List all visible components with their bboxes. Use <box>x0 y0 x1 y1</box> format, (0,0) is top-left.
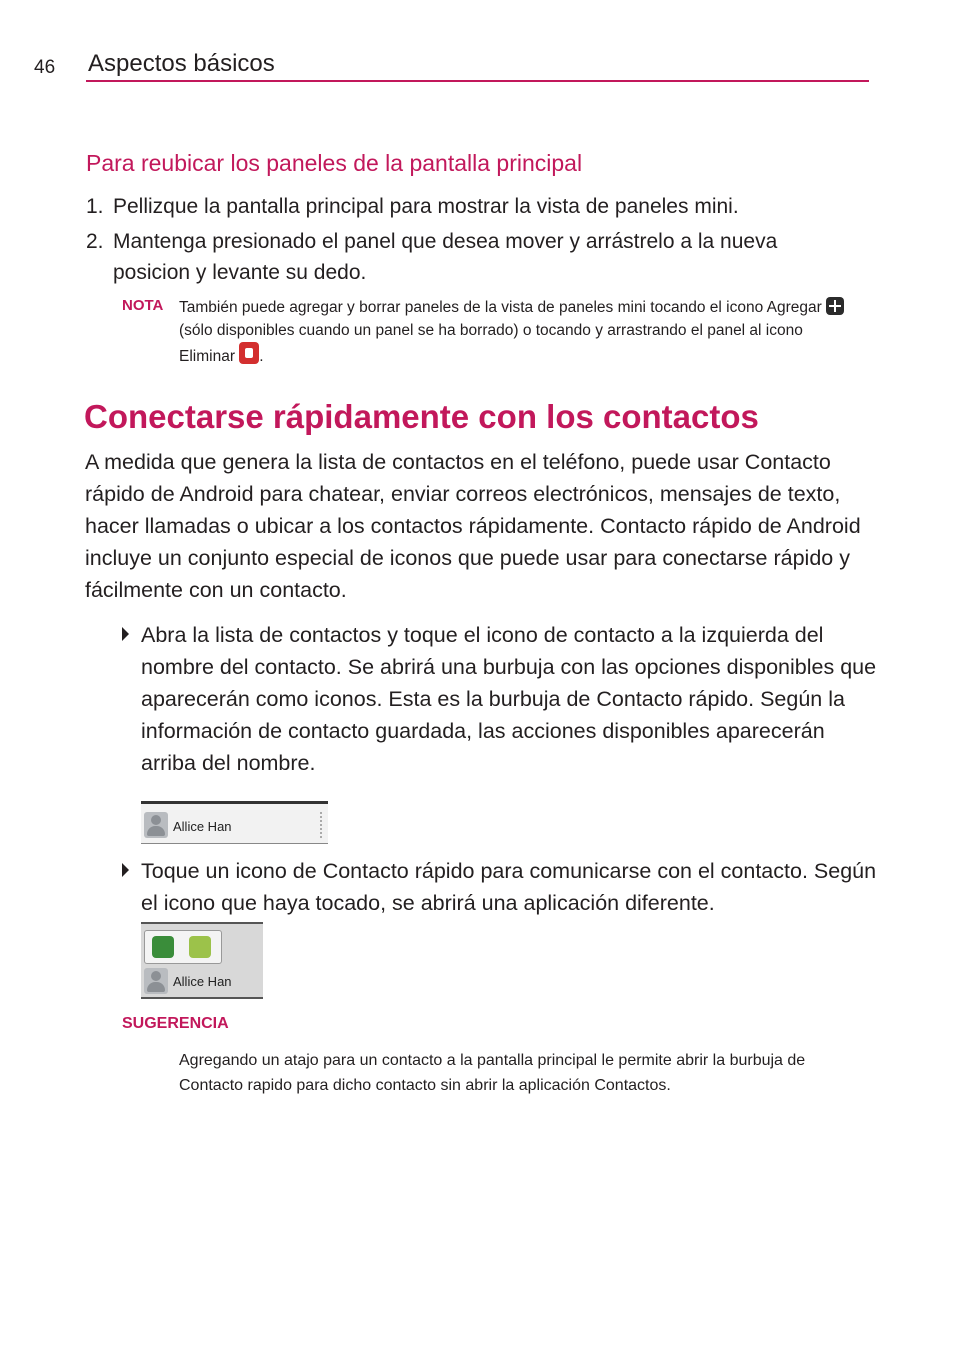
tip-text: Agregando un atajo para un contacto a la pantalla principal le permite abrir la burbuja de Contacto rapido para dicho contacto sin abrir la aplicación Contactos. <box>179 1052 806 1094</box>
bullet-arrow-icon <box>122 863 129 877</box>
contact-name: Allice Han <box>173 974 232 989</box>
tip-label: SUGERENCIA <box>122 1015 229 1032</box>
step-1 <box>86 191 866 222</box>
note-text <box>179 296 849 368</box>
bullet-text: Toque un icono de Contacto rápido para comunicarse con el contacto. Según el icono que haya tocado, se abrirá una aplicación diferente. <box>141 859 877 915</box>
contact-list-screenshot <box>141 801 328 844</box>
step-2 <box>86 226 866 288</box>
note-label: NOTA <box>122 297 164 314</box>
note-text-part1: También puede agregar y borrar paneles de la vista de paneles mini tocando el icono Agregar <box>179 299 822 316</box>
quick-contact-screenshot <box>141 922 263 999</box>
main-heading: Conectarse rápidamente con los contactos <box>84 398 759 435</box>
bullet-text: Abra la lista de contactos y toque el icono de contacto a la izquierda del nombre del contacto. Se abrirá una burbuja con las opciones disponibles que aparecerán como iconos. Esta es la burbuja de Contacto rápido. Según la información de contacto guardada, las acciones disponibles aparecerán arriba del nombre. <box>141 623 877 775</box>
phone-icon <box>152 936 174 958</box>
quick-contact-bubble <box>144 930 222 964</box>
contact-name: Allice Han <box>173 819 232 834</box>
note-text-part3: . <box>259 348 264 365</box>
header-rule <box>86 80 869 82</box>
page-number: 46 <box>34 57 56 78</box>
contact-avatar-icon <box>144 812 168 838</box>
section-title: Aspectos básicos <box>88 50 275 77</box>
delete-icon <box>239 342 259 364</box>
step-number: 2. <box>86 230 104 253</box>
step-number: 1. <box>86 195 104 218</box>
message-icon <box>189 936 211 958</box>
divider <box>320 812 324 838</box>
note-text-part2: (sólo disponibles cuando un panel se ha borrado) o tocando y arrastrando el panel al icono Eliminar <box>179 322 803 365</box>
step-text: Mantenga presionado el panel que desea mover y arrástrelo a la nueva posicion y levante su dedo. <box>113 230 778 284</box>
contact-avatar-icon <box>144 968 168 994</box>
bullet-arrow-icon <box>122 627 129 641</box>
step-text: Pellizque la pantalla principal para mostrar la vista de paneles mini. <box>113 195 739 218</box>
subheading: Para reubicar los paneles de la pantalla principal <box>86 150 583 176</box>
add-icon <box>826 297 844 315</box>
intro-paragraph: A medida que genera la lista de contactos en el teléfono, puede usar Contacto rápido de Android para chatear, enviar correos electrónicos, mensajes de texto, hacer llamadas o ubicar a los contactos rápidamente. Contacto rápido de Android incluye un conjunto especial de iconos que puede usar para conectarse rápido y fácilmente con un contacto. <box>85 450 861 602</box>
